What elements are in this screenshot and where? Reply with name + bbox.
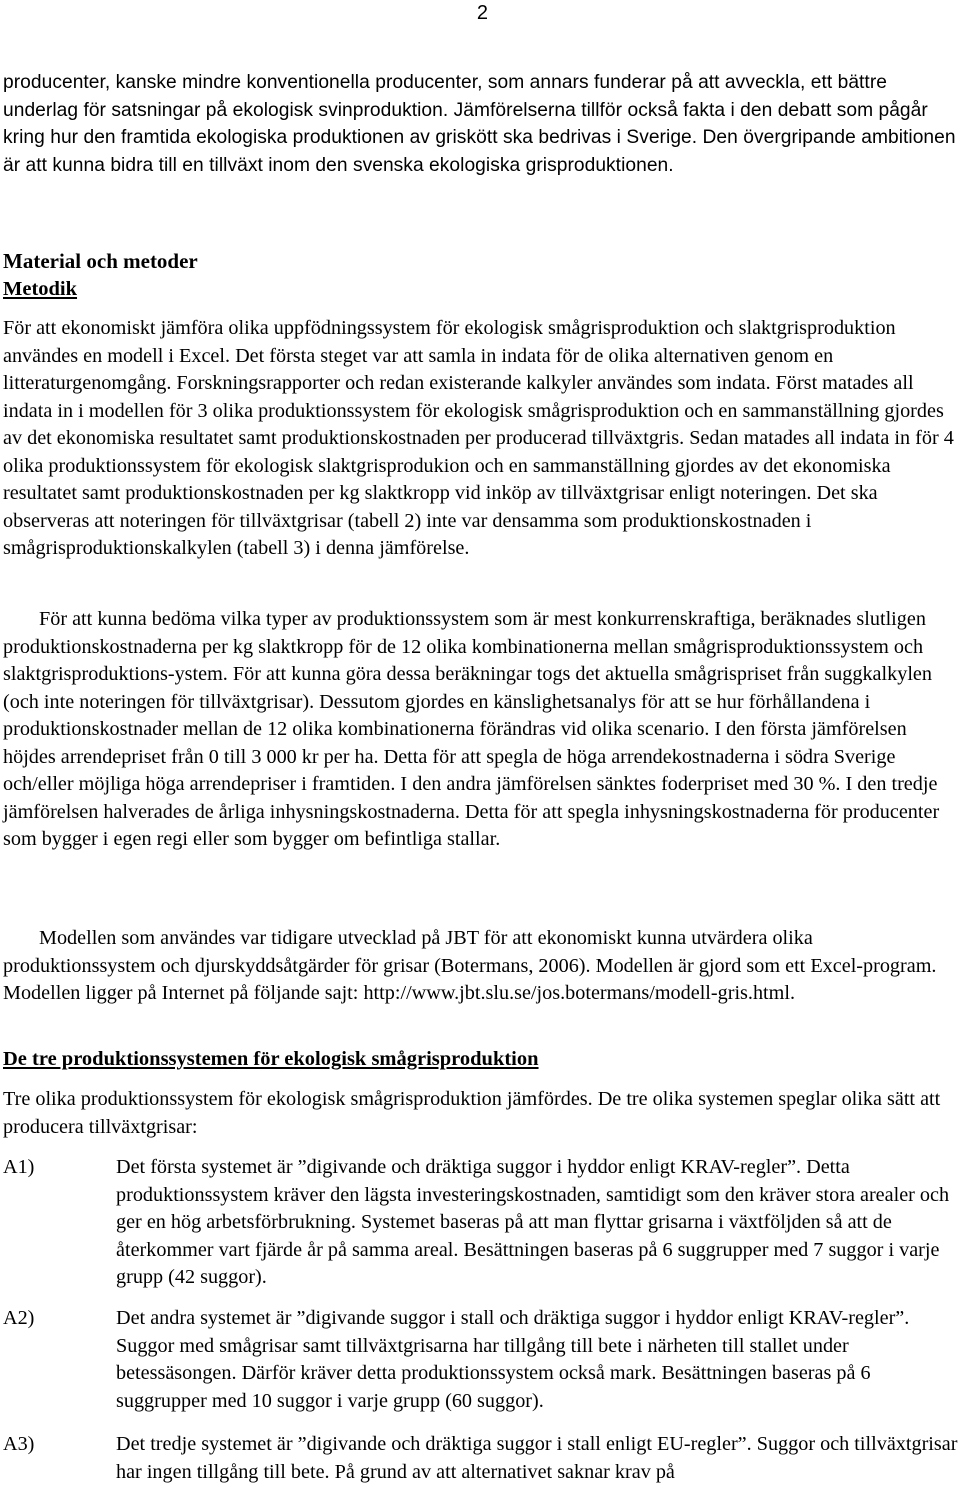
systems-intro-paragraph: Tre olika produktionssystem för ekologisk smågrisproduktion jämfördes. De tre olika systemen speglar olika sätt att producera tillväxtgrisar: — [3, 1088, 941, 1138]
system-item-a2 — [3, 1305, 958, 1415]
section-heading: Material och metoder — [3, 249, 198, 273]
metodik-paragraph-2: För att kunna bedöma vilka typer av produktionssystem som är mest konkurrenskraftiga, beräknades slutligen produktionskostnaderna per kg slaktkropp för de 12 olika kombinationerna mellan smågrisproduktionssystem och slaktgrisproduktions-ystem. För att kunna göra dessa beräkningar togs det aktuella smågrispriset från suggkalkylen (och inte noteringen för tillväxtgrisar). Dessutom gjordes en känslighetsanalys för att se hur förhållandena i produktionskostnader mellan de 12 olika kombinationerna förändras vid olika scenario. I den första jämförelsen höjdes arrendepriset från 0 till 3 000 kr per ha. Detta för att spegla de höga arrendekostnaderna i södra Sverige och/eller möjliga höga arrendepriser i framtiden. I den andra jämförelsen sänktes foderpriset med 30 %. I den tredje jämförelsen halverades de årliga inhysningskostnaderna. Detta för att spegla inhysningskostnaderna för producenter som bygger i egen regi eller som bygger om befintliga stallar. — [3, 608, 940, 850]
system-item-a1 — [3, 1154, 958, 1292]
system-item-a3 — [3, 1431, 958, 1486]
system-description: Det första systemet är ”digivande och dräktiga suggor i hyddor enligt KRAV-regler”. Detta produktionssystem kräver den lägsta investeringskostnaden, samtidigt som den kräver stora arealer och ger en hög arbetsförbrukning. Systemet baseras på att man flyttar grisarna i växtföljden så att de återkommer vart fjärde år på samma areal. Besättningen baseras på 6 suggrupper med 7 suggor i varje grupp (42 suggor). — [116, 1156, 950, 1288]
system-label: A3) — [3, 1433, 35, 1455]
metodik-paragraph-1: För att ekonomiskt jämföra olika uppfödningssystem för ekologisk smågrisproduktion och slaktgrisproduktion användes en modell i Excel. Det första steget var att samla in indata för de olika alternativen genom en litteraturgenomgång. Forskningsrapporter och redan existerande kalkyler användes som indata. Först matades all indata in i modellen för 3 olika produktionssystem för ekologisk smågrisproduktion och en sammanställning gjordes av det ekonomiska resultatet samt produktionskostnaden per producerad tillväxtgris. Sedan matades all indata in för 4 olika produktionssystem för ekologisk slaktgrisprodukion och en sammanställning gjordes av det ekonomiska resultatet samt produktionskostnaden per kg slaktkropp vid inköp av tillväxtgrisar enligt noteringen. Det ska observeras att noteringen för tillväxtgrisar (tabell 2) inte var densamma som produktionskostnaden i smågrisproduktionskalkylen (tabell 3) i denna jämförelse. — [3, 317, 954, 559]
system-description: Det tredje systemet är ”digivande och dräktiga suggor i stall enligt EU-regler”. Suggor och tillväxtgrisar har ingen tillgång till bete. På grund av att alternativet saknar krav på — [116, 1433, 958, 1483]
page-number: 2 — [476, 2, 488, 24]
intro-paragraph: producenter, kanske mindre konventionella producenter, som annars funderar på att avveckla, ett bättre underlag för satsningar på ekologisk svinproduktion. Jämförelserna tillför också fakta i den debatt som pågår kring hur den framtida ekologiska produktionen av griskött ska bedrivas i Sverige. Den övergripande ambitionen är att kunna bidra till en tillväxt inom den svenska ekologiska grisproduktionen. — [3, 72, 956, 177]
subheading-systems: De tre produktionssystemen för ekologisk smågrisproduktion — [3, 1048, 539, 1070]
system-label: A2) — [3, 1307, 35, 1329]
system-label: A1) — [3, 1156, 35, 1178]
system-description: Det andra systemet är ”digivande suggor i stall och dräktiga suggor i hyddor enligt KRAV-regler”. Suggor med smågrisar samt tillväxtgrisarna har tillgång till bete i närheten till stallet under betessäsongen. Därför kräver detta produktionssystem också mark. Besättningen baseras på 6 suggrupper med 10 suggor i varje grupp (60 suggor). — [116, 1307, 910, 1412]
metodik-paragraph-3: Modellen som användes var tidigare utvecklad på JBT för att ekonomiskt kunna utvärdera olika produktionssystem och djurskyddsåtgärder för grisar (Botermans, 2006). Modellen är gjord som ett Excel-program. Modellen ligger på Internet på följande sajt: http://www.jbt.slu.se/jos.botermans/modell-gris.html. — [3, 927, 937, 1004]
subheading-metodik: Metodik — [3, 278, 78, 300]
